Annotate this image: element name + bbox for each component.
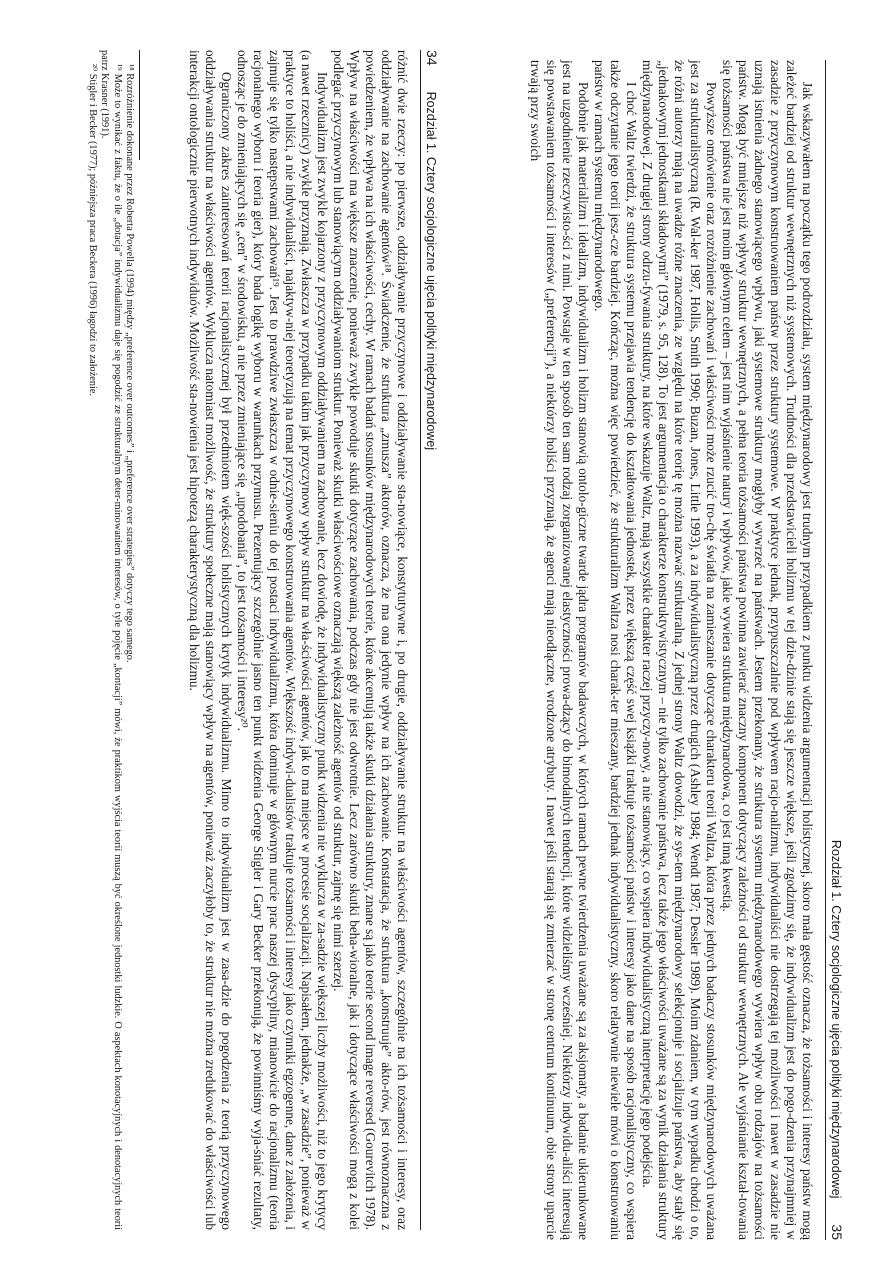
footnote-rule (139, 50, 140, 160)
footnote: ¹⁹ Może to wynikać z faktu, że o ile „dotacja” indywidualizmu daje się pogodzić ze strukturalnym deter-minowaniem interesów, o tyle pojęcie „kontacji” mówi, że praktikom wyjścia teorii muszą być określone jednostki ludzkie. O aspektach konotacyjnych i denotacyjnych teorii patrz Krasner (1991). (99, 50, 123, 1230)
paragraph: Indywidualizm jest zwykle kojarzony z przyczynowym oddziaływaniem na zachowanie, lecz dowiodę, że indywidualistyczny punkt widzenia nie wyklucza w za-sadzie większej liczby możliwości, niż to jego krytycy (a nawet rzecznicy) zwykle przyznają. Zwłaszcza w przypadku takim jak przyczynowy wpływ struktur na wła-ściwości agentów, jak to ma miejsce w procesie socjalizacji. Napisałem, jednakże, „w zasadzie”, ponieważ w praktyce to holiści, a nie indywidualiści, najaktyw-niej teoretyzują na temat przyczynowego konstruowania agentów. Większość indywi-dualistów traktuje tożsamości i interesy jako czynniki egzogenne, dane z założenia, i zajmuje się tylko następstwami zachowań¹⁹. Jest to prawdziwe zwłaszcza w odnie-sieniu do tej postaci indywidualizmu, która dominuje w głównym nurcie prac naszej dyscypliny, mianowicie do racjonalizmu (teoria racjonalnego wyboru i teoria gier), który bada logikę wyboru w warunkach przymusu. Prezentujący szczególnie jasno ten punkt widzenia George Stigler i Gary Becker przekonują, że powinniśmy wyja-śniać rezultaty, odnosząc je do zmieniających się „cen” w środowisku, a nie przez zmieniające się „upodobania”, to jest tożsamości i interesy²⁰. (235, 50, 330, 1230)
footnote: ¹⁸ Rozróżnienie dokonane przez Roberta Powella (1994) między „preference over outcomes” i „preference over strategies” dotyczy tego samego. (124, 64, 135, 663)
paragraph: Ograniczony zakres zainteresowań teorii racjonalistycznej był przedmiotem więk-szości holistycznych krytyk indywidualizmu. Mimo to indywidualizm jest w zasa-dzie do pogodzenia z teorią przyczynowego oddziaływania struktur na właściwości agentów. Wyklucza natomiast możliwość, że struktury społeczne mają stanowiący wpływ na agentów, ponieważ zaczyłoby to, że struktur nie można zredukować do właściwości lub interakcji ontologicznie pierwotnych indywiduów. Możliwość sta-nowienia jest hipotezą charakterystyczną dla holizmu. (187, 50, 234, 1230)
page-number: 35 (829, 1224, 845, 1240)
running-head-title: Rozdział 1. Cztery socjologiczne ujęcia polityki międzynarodowej (424, 91, 438, 451)
paragraph: Powyższe omówienie oraz rozróżnienie zachowań i właściwości może rzucić tro-chę światła na zamieszanie dotyczące charakteru teorii Waltza, która przez jednych badaczy stosunków międzynarodowych uważana jest za strukturalistyczną (R. Wal-ker 1987, Hollis, Smith 1990; Buzan, Jones, Little 1993), a za indywidualistyczną przez drugich (Ashley 1984; Wendt 1987; Dessler 1989). Moim zdaniem, w tym wypadku chodzi o to, że różni autorzy mają na uwadze różne znaczenia, ze względu na które teorię tę można nazwać strukturalną. Z jednej strony Waltz dowodzi, że sys-tem międzynarodowy selekcjonuje i socjalizuje państwa, aby stały się „jednakowymi jednostkami składowymi” (1979, s. 95, 128). To jest argumentacja o charakterze konstruktywistycznym – nie tylko zachowanie państwa, lecz także jego właściwości uważane są za wynik działania struktury międzynarodowej. Z drugiej strony odrzu-fywania struktury, na które wskazuje Waltz, mają wszystkie charakter raczej przyczy-nowy, a nie stanowiący, co wspiera indywidualistyczną interpretację jego podejścia. (640, 60, 719, 1240)
right-page (445, 60, 845, 1240)
page-number: 34 (424, 50, 440, 66)
left-page (40, 50, 440, 1230)
footnotes (85, 50, 140, 1230)
paragraph: Jak wskazywałem na początku tego podrozdziału, system międzynarodowy jest trudnym przypadkiem z punktu widzenia argumentacji holistycznej, skoro mała gęstość oznacza, że tożsamości i interesy państw mogą zależeć bardziej od struktur wewnętrznych niż systemowych. Trudności dla przedstawicieli holizmu w tej dzie-dzinie stają się jeszcze większe, jeśli zgodzimy się, że indywidualizm jest do pogo-dzenia przynajmniej w zasadzie z przyczynowym konstruowaniem państw przez struktury systemowe. W praktyce jednak, przypuszczalnie pod wpływem racjo-nalizmu, indywidualiści nie dostrzegają tej możliwości i nawet w zasadzie nie uznają istnienia żadnego stanowiącego wpływu, jaki systemowe struktury mogłyby wywrzeć na państwach. Jestem przekonany, że struktura systemu międzynarodowego wywiera wpływ obu rodzajów na tożsamości państw. Mogą być mniejsze niż wpływy struktur wewnętrznych, a pełna teoria tożsamości państwa powinna zawierać znaczny komponent dotyczący zależności od struktur wewnętrznych. Ale wyjaśnianie kształ-towania się tożsamości państwa nie jest moim głównym celem – jest nim wyjaśnienie natury i wpływów, jakie wywiera struktura międzynarodowa, co jest inną kwestią. (720, 60, 815, 1240)
paragraph: Podobnie jak materializm i idealizm, indywidualizm i holizm stanowią ontolo-giczne twarde jądra programów badawczych, w których ramach pewne twierdzenia uważane są za aksjomaty, a badanie ukierunkowane jest na uzgodnienie rzeczywisto-ści z nimi. Powstaje w ten sposób ten sam rodzaj zorganizowanej elastyczności prowa-dzący do bimodalnych tendencji, które widzieliśmy wcześniej. Niektórzy indywidu-aliści interesują się powstawaniem tożsamości i interesów („preferencji”), a niektórzy holiści przyznają, że agenci mają nieodłączne, wrodzone atrybuty. I nawet jeśli starają się zmierzać w stronę centrum kontinuum, obie strony uparcie trwają przy swoich (528, 60, 591, 1240)
running-head (420, 50, 440, 1230)
paragraph: różnić dwie rzeczy: po pierwsze, oddziaływanie przyczynowe i oddziaływanie sta-nowiące, konstytutywne i, po drugie, oddziaływanie struktur na właściwości agentów, szczególnie na ich tożsamości i interesy, oraz oddziaływanie na zachowanie agentów¹⁸. Świadczenie, że struktura „zmusza” aktorów, oznacza, że ma ona jedynie wpływ na ich zachowanie. Konstatacja, że struktura „konstruuje” akto-rów, jest równoznaczna z powiedzeniem, że wpływa na ich właściwości, cechy. W ramach badań stosunków międzynarodowych teorie, które akcentują także skutki działania struktury, znane są jako teorie second image reversed (Gourevitch 1978). Wpływ na właściwości ma większe znaczenie, ponieważ zwykle powoduje skutki dotyczące zachowania, podczas gdy nie jest odwrotnie. Lecz zarówno skutki beha-wioralne, jak i dotyczące właściwości mogą z kolei podlegać przyczynowym lub stanowiącym oddziaływaniom struktur. Ponieważ skutki właściwościowe oznaczają większą zależność agentów od struktur, zajmę się nimi szerzej. (331, 50, 410, 1230)
running-head-title: Rozdział 1. Cztery socjologiczne ujęcia polityki międzynarodowej (829, 839, 843, 1199)
body-text (527, 60, 815, 1240)
body-text (186, 50, 410, 1230)
paragraph: I choć Waltz twierdzi, że struktura systemu przejawia tendencję do kształtowania jednostek, przez większą część swej książki traktuje tożsamości państw i interesy jako dane na sposób racjonalistyczny, co wspiera także odczytanie jego teorii jesz-cze bardziej. Kończąc, można więc powiedzieć, że strukturalizm Waltza nosi charak-ter mieszany, bardziej jednak indywidualistyczny, skoro relatywnie niewiele mówi o konstruowaniu państw w ramach systemu międzynarodowego. (592, 60, 639, 1240)
running-head (825, 60, 845, 1240)
footnote: ²⁰ Stigler i Becker (1977); późniejsza praca Beckera (1996) łagodzi to założenie. (86, 64, 98, 396)
